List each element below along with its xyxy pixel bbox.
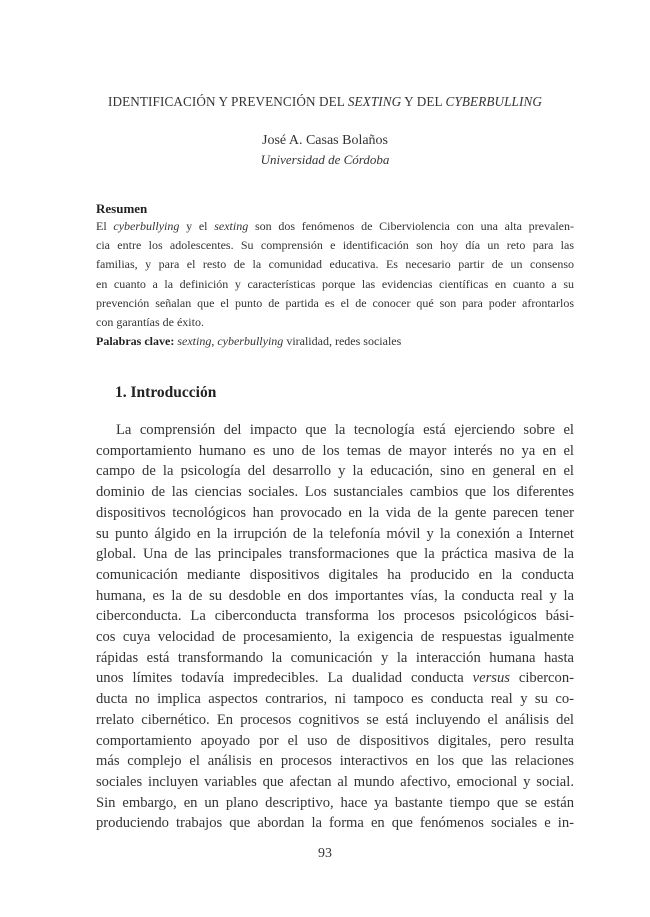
keywords-line xyxy=(96,334,574,349)
body-fragment: unos límites todavía impredecibles. La dualidad conducta xyxy=(96,670,473,687)
body-line xyxy=(96,668,574,689)
keyword: viralidad, redes sociales xyxy=(283,334,402,348)
body-line: humana, es la de su desdoble en dos importantes vías, la conducta real y la xyxy=(96,587,574,604)
body-line: cos cuya velocidad de procesamiento, la exigencia de respuestas igualmente xyxy=(96,629,574,646)
abstract-line: con garantías de éxito. xyxy=(96,315,204,330)
page-number: 93 xyxy=(318,846,332,861)
abstract-line: cia entre los adolescentes. Su comprensión e identificación son hoy día un reto para las xyxy=(96,238,574,253)
abstract-line: familias, y para el resto de la comunidad educativa. Es necesario partir de un consenso xyxy=(96,257,574,272)
author-name: José A. Casas Bolaños xyxy=(262,133,388,148)
abstract-italic: cyberbullying xyxy=(113,219,180,233)
abstract-line: en cuanto a la definición y características porque las evidencias científicas en cuanto a su xyxy=(96,276,574,291)
abstract-heading: Resumen xyxy=(96,201,148,216)
abstract-italic: sexting xyxy=(214,219,249,233)
abstract-line: prevención señalan que el punto de partida es el de conocer qué son para poder afrontarlos xyxy=(96,295,574,310)
keyword: cyberbullying xyxy=(217,334,284,348)
keyword: sexting xyxy=(177,334,212,348)
body-line: campo de la psicología del desarrollo y la educación, sino en general en el xyxy=(96,463,574,480)
title-italic-sexting: SEXTING xyxy=(347,94,402,109)
title-text: Y DEL xyxy=(401,94,446,109)
abstract-fragment: El xyxy=(96,219,114,233)
body-line: comunicación mediante dispositivos digitales ha producido en la conducta xyxy=(96,566,574,583)
body-line: La comprensión del impacto que la tecnología está ejerciendo sobre el xyxy=(116,422,574,438)
abstract-fragment: y el xyxy=(179,219,215,233)
body-line: ciberconducta. La ciberconducta transforma los procesos psicológicos bási- xyxy=(96,608,574,625)
body-line: global. Una de las principales transformaciones que la práctica masiva de la xyxy=(96,546,574,563)
body-line: comportamiento humano es uno de los temas de mayor interés no ya en el xyxy=(96,442,574,459)
body-line: dominio de las ciencias sociales. Los sustanciales cambios que los diferentes xyxy=(96,484,574,501)
abstract-fragment: son dos fenómenos de Ciberviolencia con una alta prevalen- xyxy=(248,219,574,233)
body-line: produciendo trabajos que abordan la forma en que fenómenos sociales e in- xyxy=(96,815,574,832)
body-paragraph xyxy=(96,420,574,834)
body-line: rrelato cibernético. En procesos cognitivos se está incluyendo el análisis del xyxy=(96,711,574,728)
body-line: más complejo el análisis en procesos interactivos en los que las relaciones xyxy=(96,753,574,770)
keyword-separator: , xyxy=(211,334,218,348)
abstract-text xyxy=(96,217,574,332)
body-line: dispositivos tecnológicos han provocado en la vida de la gente parecen tener xyxy=(96,504,574,521)
body-line: sociales incluyen variables que afectan al mundo afectivo, emocional y social. xyxy=(96,773,574,790)
body-line: rápidas está transformando la comunicación y la interacción humana hasta xyxy=(96,649,574,666)
title-italic-cyberbulling: CYBERBULLING xyxy=(445,94,543,109)
author-affiliation: Universidad de Córdoba xyxy=(260,152,390,167)
body-line: Sin embargo, en un plano descriptivo, hace ya bastante tiempo que se están xyxy=(96,794,574,811)
body-italic: versus xyxy=(472,670,510,687)
section-heading: 1. Introducción xyxy=(115,384,217,401)
body-line: comportamiento apoyado por el uso de dispositivos digitales, pero resulta xyxy=(96,732,574,749)
body-line: su punto álgido en la irrupción de la telefonía móvil y la conexión a Internet xyxy=(96,525,574,542)
body-line: ducta no implica aspectos contrarios, ni tampoco es conducta real y su co- xyxy=(96,691,574,708)
title-text: IDENTIFICACIÓN Y PREVENCIÓN DEL xyxy=(107,94,348,109)
body-fragment: cibercon- xyxy=(509,670,574,687)
keywords-label: Palabras clave: xyxy=(96,334,175,348)
paper-title xyxy=(60,94,590,110)
